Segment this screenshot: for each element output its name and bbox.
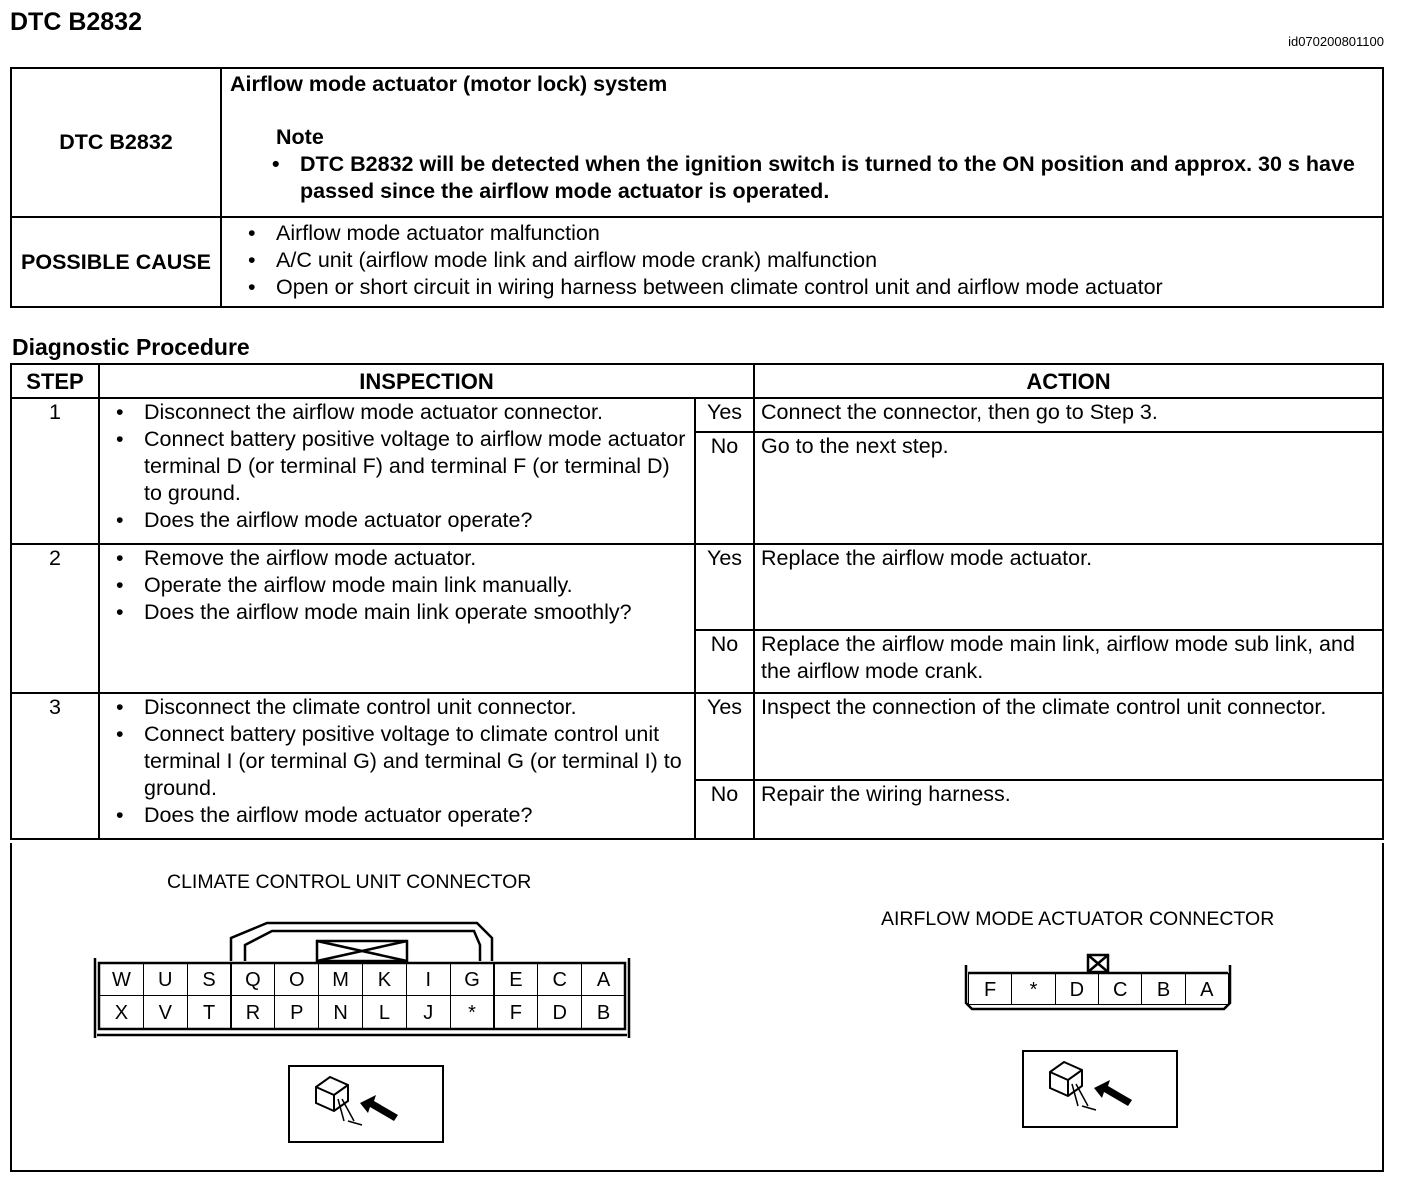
table-row [11, 544, 1383, 630]
yes-action: Inspect the connection of the climate control unit connector. [754, 693, 1383, 780]
inspection-item: • Disconnect the climate control unit connector. [144, 694, 690, 721]
connector-pin: K [362, 963, 407, 996]
actuator-connector-caption: AIRFLOW MODE ACTUATOR CONNECTOR [881, 908, 1275, 930]
step-number: 3 [11, 693, 99, 839]
connector-pin: B [581, 995, 626, 1029]
document-id: id070200801100 [1288, 34, 1384, 49]
cause-item: • Open or short circuit in wiring harness between climate control unit and airflow mode actuator [276, 274, 1374, 301]
connector-pin: E [494, 963, 539, 996]
dtc-description: Airflow mode actuator (motor lock) system [230, 72, 668, 96]
note-label: Note [276, 125, 324, 149]
connector-pin: C [537, 963, 582, 996]
yes-label: Yes [695, 693, 754, 780]
cause-item: • Airflow mode actuator malfunction [276, 220, 1374, 247]
note-text: • DTC B2832 will be detected when the ignition switch is turned to the ON position and approx. 30 s have passed since the airflow mode actuator is operated. [300, 151, 1374, 205]
connector-pin: V [143, 995, 188, 1029]
inspection-item: • Connect battery positive voltage to climate control unit terminal I (or terminal G) and terminal G (or terminal I) to ground. [144, 721, 690, 802]
possible-cause-label: POSSIBLE CAUSE [11, 217, 221, 307]
inspection-item: • Does the airflow mode actuator operate? [144, 802, 690, 829]
connector-pin: P [274, 995, 319, 1029]
yes-action: Replace the airflow mode actuator. [754, 544, 1383, 630]
no-label: No [695, 432, 754, 544]
inspection-item: • Disconnect the airflow mode actuator connector. [144, 399, 690, 426]
table-row [11, 398, 1383, 432]
inspection-item: • Connect battery positive voltage to airflow mode actuator terminal D (or terminal F) and terminal F (or terminal D) to ground. [144, 426, 690, 507]
connector-pin: W [99, 963, 144, 996]
inspection-item: • Does the airflow mode main link operate smoothly? [144, 599, 690, 626]
yes-label: Yes [695, 398, 754, 432]
connector-pin: X [99, 995, 144, 1029]
connector-pin: B [1141, 973, 1185, 1005]
connector-pin: D [1055, 973, 1099, 1005]
connector-pin: * [450, 995, 495, 1029]
connector-pin: Q [231, 963, 276, 996]
step-number: 2 [11, 544, 99, 693]
connector-pin: S [187, 963, 232, 996]
connector-pin: D [537, 995, 582, 1029]
no-action: Repair the wiring harness. [754, 780, 1383, 839]
dtc-summary-table [10, 67, 1384, 308]
connector-pin: U [143, 963, 188, 996]
col-inspection: INSPECTION [99, 364, 754, 398]
no-label: No [695, 780, 754, 839]
col-action: ACTION [754, 364, 1383, 398]
dtc-description-cell [221, 68, 1383, 217]
no-action: Go to the next step. [754, 432, 1383, 544]
inspection-item: • Does the airflow mode actuator operate? [144, 507, 690, 534]
no-action: Replace the airflow mode main link, airflow mode sub link, and the airflow mode crank. [754, 630, 1383, 693]
connector-pin: L [362, 995, 407, 1029]
connector-pin: N [318, 995, 363, 1029]
connector-pin: R [231, 995, 276, 1029]
yes-action: Connect the connector, then go to Step 3. [754, 398, 1383, 432]
connector-pin: F [494, 995, 539, 1029]
connector-pin: A [1185, 973, 1229, 1005]
no-label: No [695, 630, 754, 693]
cause-item: • A/C unit (airflow mode link and airflow mode crank) malfunction [276, 247, 1374, 274]
connector-view-icon [1022, 1050, 1178, 1128]
climate-connector-caption: CLIMATE CONTROL UNIT CONNECTOR [167, 871, 532, 893]
connector-pin: C [1098, 973, 1142, 1005]
connector-view-icon [288, 1065, 444, 1143]
connector-pin: M [318, 963, 363, 996]
connector-pin: * [1011, 973, 1055, 1005]
inspection-item: • Remove the airflow mode actuator. [144, 545, 690, 572]
col-step: STEP [11, 364, 99, 398]
connector-diagrams [10, 843, 1384, 1172]
dtc-label: DTC B2832 [11, 68, 221, 217]
step-number: 1 [11, 398, 99, 544]
connector-pin: I [406, 963, 451, 996]
table-row [11, 693, 1383, 780]
connector-pin: T [187, 995, 232, 1029]
inspection-item: • Operate the airflow mode main link manually. [144, 572, 690, 599]
connector-pin: J [406, 995, 451, 1029]
connector-pin: F [968, 973, 1012, 1005]
yes-label: Yes [695, 544, 754, 630]
connector-pin: O [274, 963, 319, 996]
page-title: DTC B2832 [10, 8, 142, 36]
section-heading: Diagnostic Procedure [12, 334, 250, 360]
connector-pin: G [450, 963, 495, 996]
connector-pin: A [581, 963, 626, 996]
diagnostic-procedure-table [10, 363, 1384, 840]
